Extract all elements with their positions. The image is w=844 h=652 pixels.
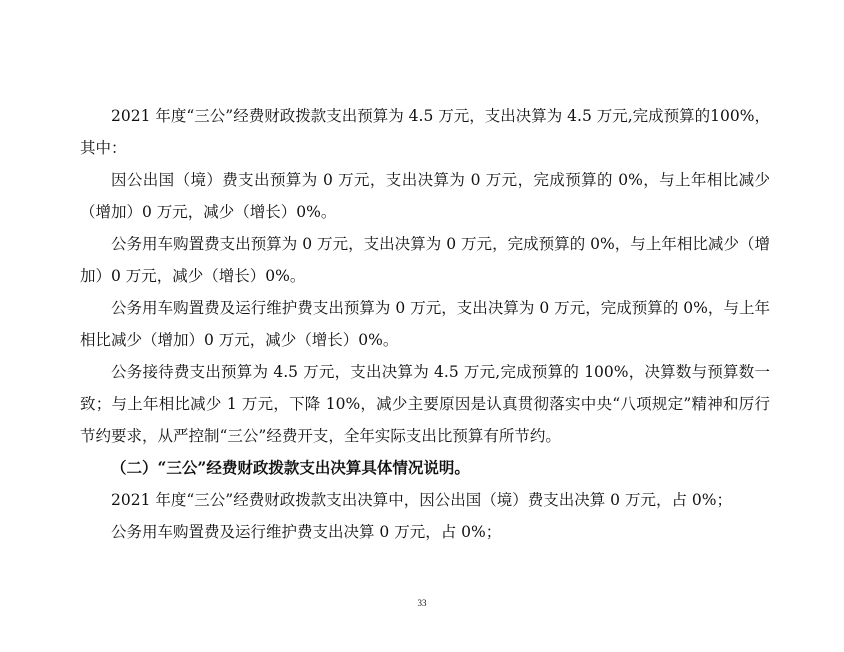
- paragraph-overseas-travel: 因公出国（境）费支出预算为 0 万元，支出决算为 0 万元，完成预算的 0%，与上年相比减少（增加）0 万元，减少（增长）0%。: [80, 171, 770, 221]
- paragraph-total-budget: 2021 年度“三公”经费财政拨款支出预算为 4.5 万元，支出决算为 4.5 万元,完成预算的100%，其中：: [80, 107, 770, 157]
- page-number: 33: [417, 598, 427, 608]
- paragraph-vehicle-purchase: 公务用车购置费支出预算为 0 万元，支出决算为 0 万元，完成预算的 0%，与上年相比减少（增加）0 万元，减少（增长）0%。: [80, 235, 770, 285]
- paragraph-reception: 公务接待费支出预算为 4.5 万元，支出决算为 4.5 万元,完成预算的 100%，决算数与预算数一致；与上年相比减少 1 万元，下降 10%，减少主要原因是认真贯彻落实中央“八项规定”精神和厉行节约要求，从严控制“三公”经费开支，全年实际支出比预算有所节约。: [80, 363, 770, 445]
- section-heading: （二）“三公”经费财政拨款支出决算具体情况说明。: [111, 458, 470, 477]
- paragraph-final-accounts-overseas: 2021 年度“三公”经费财政拨款支出决算中，因公出国（境）费支出决算 0 万元，占 0%；: [111, 491, 732, 509]
- paragraph-vehicle-operation: 公务用车购置费及运行维护费支出预算为 0 万元，支出决算为 0 万元，完成预算的 0%，与上年相比减少（增加）0 万元，减少（增长）0%。: [80, 299, 770, 349]
- paragraph-final-accounts-vehicle: 公务用车购置费及运行维护费支出决算 0 万元，占 0%；: [111, 523, 502, 541]
